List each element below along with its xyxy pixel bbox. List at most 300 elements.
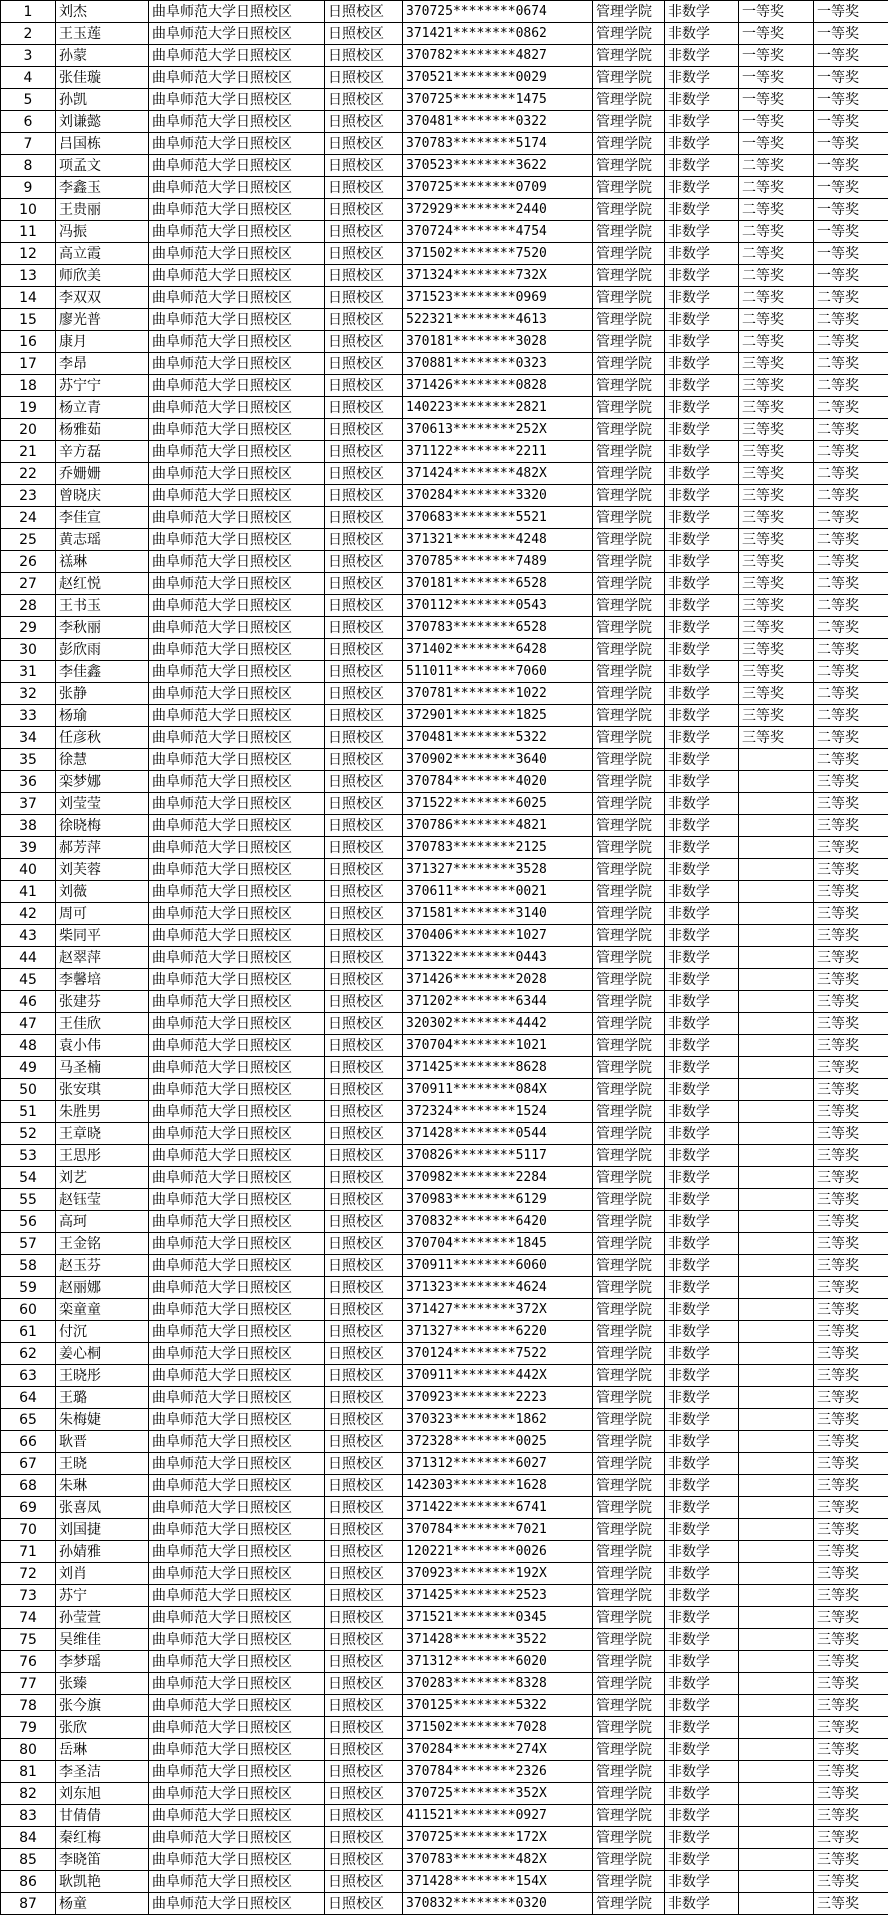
table-row [1, 419, 888, 441]
table-row [1, 1343, 888, 1365]
category-cell: 非数学 [665, 155, 739, 177]
school-name-cell: 曲阜师范大学日照校区 [149, 1, 325, 23]
row-number-cell: 25 [1, 529, 56, 551]
campus-cell: 日照校区 [325, 1783, 403, 1805]
row-number-cell: 1 [1, 1, 56, 23]
row-number-cell: 85 [1, 1849, 56, 1871]
campus-cell: 日照校区 [325, 89, 403, 111]
table-row [1, 661, 888, 683]
college-cell: 管理学院 [593, 903, 665, 925]
category-cell: 非数学 [665, 881, 739, 903]
college-cell: 管理学院 [593, 1871, 665, 1893]
row-number-cell: 35 [1, 749, 56, 771]
table-row [1, 507, 888, 529]
college-cell: 管理学院 [593, 1893, 665, 1915]
award-a-cell: 三等奖 [739, 705, 814, 727]
table-row [1, 793, 888, 815]
student-name-cell: 王晓彤 [56, 1365, 149, 1387]
college-cell: 管理学院 [593, 1035, 665, 1057]
student-name-cell: 张建芬 [56, 991, 149, 1013]
award-b-cell: 三等奖 [814, 903, 888, 925]
category-cell: 非数学 [665, 265, 739, 287]
campus-cell: 日照校区 [325, 925, 403, 947]
school-name-cell: 曲阜师范大学日照校区 [149, 1805, 325, 1827]
award-a-cell [739, 1299, 814, 1321]
college-cell: 管理学院 [593, 1299, 665, 1321]
row-number-cell: 5 [1, 89, 56, 111]
campus-cell: 日照校区 [325, 1057, 403, 1079]
school-name-cell: 曲阜师范大学日照校区 [149, 969, 325, 991]
college-cell: 管理学院 [593, 1717, 665, 1739]
award-a-cell [739, 1717, 814, 1739]
award-b-cell: 一等奖 [814, 89, 888, 111]
school-name-cell: 曲阜师范大学日照校区 [149, 155, 325, 177]
row-number-cell: 42 [1, 903, 56, 925]
student-name-cell: 刘杰 [56, 1, 149, 23]
id-number-cell: 371522********6025 [403, 793, 593, 815]
school-name-cell: 曲阜师范大学日照校区 [149, 111, 325, 133]
row-number-cell: 9 [1, 177, 56, 199]
campus-cell: 日照校区 [325, 881, 403, 903]
student-name-cell: 王贵丽 [56, 199, 149, 221]
college-cell: 管理学院 [593, 1123, 665, 1145]
table-row [1, 1013, 888, 1035]
student-name-cell: 苏宁宁 [56, 375, 149, 397]
student-name-cell: 周可 [56, 903, 149, 925]
table-row [1, 1497, 888, 1519]
id-number-cell: 371323********4624 [403, 1277, 593, 1299]
award-b-cell: 三等奖 [814, 925, 888, 947]
id-number-cell: 370783********2125 [403, 837, 593, 859]
campus-cell: 日照校区 [325, 771, 403, 793]
id-number-cell: 320302********4442 [403, 1013, 593, 1035]
id-number-cell: 370725********172X [403, 1827, 593, 1849]
school-name-cell: 曲阜师范大学日照校区 [149, 1871, 325, 1893]
school-name-cell: 曲阜师范大学日照校区 [149, 1629, 325, 1651]
row-number-cell: 34 [1, 727, 56, 749]
award-b-cell: 三等奖 [814, 1717, 888, 1739]
table-row [1, 287, 888, 309]
school-name-cell: 曲阜师范大学日照校区 [149, 1453, 325, 1475]
id-number-cell: 370832********0320 [403, 1893, 593, 1915]
student-name-cell: 朱胜男 [56, 1101, 149, 1123]
table-row [1, 947, 888, 969]
id-number-cell: 371421********0862 [403, 23, 593, 45]
category-cell: 非数学 [665, 419, 739, 441]
table-row [1, 1607, 888, 1629]
campus-cell: 日照校区 [325, 903, 403, 925]
school-name-cell: 曲阜师范大学日照校区 [149, 683, 325, 705]
row-number-cell: 38 [1, 815, 56, 837]
id-number-cell: 371581********3140 [403, 903, 593, 925]
category-cell: 非数学 [665, 969, 739, 991]
row-number-cell: 57 [1, 1233, 56, 1255]
student-name-cell: 杨立青 [56, 397, 149, 419]
campus-cell: 日照校区 [325, 1233, 403, 1255]
school-name-cell: 曲阜师范大学日照校区 [149, 529, 325, 551]
row-number-cell: 41 [1, 881, 56, 903]
college-cell: 管理学院 [593, 133, 665, 155]
college-cell: 管理学院 [593, 661, 665, 683]
id-number-cell: 370782********4827 [403, 45, 593, 67]
id-number-cell: 370124********7522 [403, 1343, 593, 1365]
id-number-cell: 370784********2326 [403, 1761, 593, 1783]
campus-cell: 日照校区 [325, 375, 403, 397]
category-cell: 非数学 [665, 1497, 739, 1519]
table-row [1, 441, 888, 463]
category-cell: 非数学 [665, 463, 739, 485]
award-a-cell [739, 1585, 814, 1607]
award-b-cell: 三等奖 [814, 771, 888, 793]
category-cell: 非数学 [665, 1893, 739, 1915]
college-cell: 管理学院 [593, 1321, 665, 1343]
campus-cell: 日照校区 [325, 1805, 403, 1827]
campus-cell: 日照校区 [325, 155, 403, 177]
category-cell: 非数学 [665, 1057, 739, 1079]
row-number-cell: 54 [1, 1167, 56, 1189]
id-number-cell: 370284********3320 [403, 485, 593, 507]
school-name-cell: 曲阜师范大学日照校区 [149, 573, 325, 595]
award-a-cell [739, 1343, 814, 1365]
college-cell: 管理学院 [593, 199, 665, 221]
row-number-cell: 30 [1, 639, 56, 661]
award-b-cell: 一等奖 [814, 133, 888, 155]
award-a-cell [739, 859, 814, 881]
category-cell: 非数学 [665, 1761, 739, 1783]
id-number-cell: 142303********1628 [403, 1475, 593, 1497]
award-a-cell: 一等奖 [739, 23, 814, 45]
table-row [1, 177, 888, 199]
category-cell: 非数学 [665, 1629, 739, 1651]
award-b-cell: 三等奖 [814, 1277, 888, 1299]
row-number-cell: 80 [1, 1739, 56, 1761]
table-row [1, 1563, 888, 1585]
table-row [1, 1101, 888, 1123]
award-a-cell: 二等奖 [739, 243, 814, 265]
category-cell: 非数学 [665, 1079, 739, 1101]
table-row [1, 1717, 888, 1739]
student-name-cell: 王思彤 [56, 1145, 149, 1167]
college-cell: 管理学院 [593, 705, 665, 727]
student-name-cell: 刘肖 [56, 1563, 149, 1585]
award-a-cell: 三等奖 [739, 419, 814, 441]
award-a-cell [739, 1233, 814, 1255]
id-number-cell: 370832********6420 [403, 1211, 593, 1233]
student-name-cell: 刘东旭 [56, 1783, 149, 1805]
school-name-cell: 曲阜师范大学日照校区 [149, 551, 325, 573]
student-name-cell: 秦红梅 [56, 1827, 149, 1849]
award-a-cell: 二等奖 [739, 199, 814, 221]
school-name-cell: 曲阜师范大学日照校区 [149, 1365, 325, 1387]
id-number-cell: 370786********4821 [403, 815, 593, 837]
row-number-cell: 33 [1, 705, 56, 727]
id-number-cell: 371312********6020 [403, 1651, 593, 1673]
award-a-cell [739, 881, 814, 903]
award-b-cell: 三等奖 [814, 1255, 888, 1277]
row-number-cell: 6 [1, 111, 56, 133]
category-cell: 非数学 [665, 1849, 739, 1871]
table-row [1, 1651, 888, 1673]
school-name-cell: 曲阜师范大学日照校区 [149, 397, 325, 419]
award-b-cell: 三等奖 [814, 1585, 888, 1607]
college-cell: 管理学院 [593, 507, 665, 529]
category-cell: 非数学 [665, 441, 739, 463]
award-b-cell: 三等奖 [814, 1695, 888, 1717]
award-table-body [1, 1, 888, 1915]
award-a-cell [739, 1541, 814, 1563]
award-a-cell [739, 1365, 814, 1387]
award-b-cell: 三等奖 [814, 1233, 888, 1255]
id-number-cell: 370613********252X [403, 419, 593, 441]
award-b-cell: 三等奖 [814, 815, 888, 837]
id-number-cell: 370911********084X [403, 1079, 593, 1101]
table-row [1, 727, 888, 749]
category-cell: 非数学 [665, 771, 739, 793]
college-cell: 管理学院 [593, 969, 665, 991]
row-number-cell: 59 [1, 1277, 56, 1299]
row-number-cell: 4 [1, 67, 56, 89]
school-name-cell: 曲阜师范大学日照校区 [149, 661, 325, 683]
campus-cell: 日照校区 [325, 485, 403, 507]
student-name-cell: 赵红悦 [56, 573, 149, 595]
id-number-cell: 370481********5322 [403, 727, 593, 749]
id-number-cell: 370982********2284 [403, 1167, 593, 1189]
college-cell: 管理学院 [593, 1431, 665, 1453]
category-cell: 非数学 [665, 1387, 739, 1409]
school-name-cell: 曲阜师范大学日照校区 [149, 375, 325, 397]
row-number-cell: 82 [1, 1783, 56, 1805]
award-a-cell [739, 1189, 814, 1211]
award-b-cell: 一等奖 [814, 23, 888, 45]
college-cell: 管理学院 [593, 67, 665, 89]
id-number-cell: 370783********6528 [403, 617, 593, 639]
table-row [1, 1673, 888, 1695]
school-name-cell: 曲阜师范大学日照校区 [149, 1827, 325, 1849]
school-name-cell: 曲阜师范大学日照校区 [149, 617, 325, 639]
student-name-cell: 李佳鑫 [56, 661, 149, 683]
id-number-cell: 140223********2821 [403, 397, 593, 419]
student-name-cell: 李佳宣 [56, 507, 149, 529]
student-name-cell: 吕国栋 [56, 133, 149, 155]
student-name-cell: 吴维佳 [56, 1629, 149, 1651]
award-b-cell: 三等奖 [814, 1739, 888, 1761]
row-number-cell: 60 [1, 1299, 56, 1321]
campus-cell: 日照校区 [325, 463, 403, 485]
id-number-cell: 370725********352X [403, 1783, 593, 1805]
school-name-cell: 曲阜师范大学日照校区 [149, 463, 325, 485]
school-name-cell: 曲阜师范大学日照校区 [149, 837, 325, 859]
school-name-cell: 曲阜师范大学日照校区 [149, 727, 325, 749]
row-number-cell: 51 [1, 1101, 56, 1123]
category-cell: 非数学 [665, 1167, 739, 1189]
student-name-cell: 王书玉 [56, 595, 149, 617]
award-a-cell [739, 1013, 814, 1035]
id-number-cell: 370523********3622 [403, 155, 593, 177]
award-b-cell: 二等奖 [814, 507, 888, 529]
student-name-cell: 姜心桐 [56, 1343, 149, 1365]
student-name-cell: 张静 [56, 683, 149, 705]
award-b-cell: 二等奖 [814, 683, 888, 705]
school-name-cell: 曲阜师范大学日照校区 [149, 1673, 325, 1695]
award-a-cell: 二等奖 [739, 287, 814, 309]
school-name-cell: 曲阜师范大学日照校区 [149, 1101, 325, 1123]
student-name-cell: 康月 [56, 331, 149, 353]
college-cell: 管理学院 [593, 793, 665, 815]
award-a-cell [739, 1387, 814, 1409]
category-cell: 非数学 [665, 221, 739, 243]
student-name-cell: 李晓笛 [56, 1849, 149, 1871]
row-number-cell: 74 [1, 1607, 56, 1629]
category-cell: 非数学 [665, 287, 739, 309]
college-cell: 管理学院 [593, 155, 665, 177]
school-name-cell: 曲阜师范大学日照校区 [149, 441, 325, 463]
award-a-cell [739, 991, 814, 1013]
campus-cell: 日照校区 [325, 1629, 403, 1651]
row-number-cell: 7 [1, 133, 56, 155]
award-b-cell: 三等奖 [814, 991, 888, 1013]
table-row [1, 1805, 888, 1827]
award-b-cell: 三等奖 [814, 1123, 888, 1145]
award-a-cell: 三等奖 [739, 463, 814, 485]
school-name-cell: 曲阜师范大学日照校区 [149, 1849, 325, 1871]
campus-cell: 日照校区 [325, 595, 403, 617]
award-b-cell: 三等奖 [814, 859, 888, 881]
campus-cell: 日照校区 [325, 67, 403, 89]
table-row [1, 1255, 888, 1277]
award-a-cell [739, 1519, 814, 1541]
category-cell: 非数学 [665, 133, 739, 155]
award-b-cell: 二等奖 [814, 595, 888, 617]
campus-cell: 日照校区 [325, 1123, 403, 1145]
campus-cell: 日照校区 [325, 45, 403, 67]
table-row [1, 89, 888, 111]
category-cell: 非数学 [665, 1365, 739, 1387]
award-a-cell: 三等奖 [739, 507, 814, 529]
category-cell: 非数学 [665, 353, 739, 375]
row-number-cell: 63 [1, 1365, 56, 1387]
id-number-cell: 370406********1027 [403, 925, 593, 947]
school-name-cell: 曲阜师范大学日照校区 [149, 793, 325, 815]
student-name-cell: 岳琳 [56, 1739, 149, 1761]
student-name-cell: 李馨培 [56, 969, 149, 991]
row-number-cell: 55 [1, 1189, 56, 1211]
award-a-cell [739, 947, 814, 969]
award-b-cell: 二等奖 [814, 727, 888, 749]
college-cell: 管理学院 [593, 309, 665, 331]
row-number-cell: 84 [1, 1827, 56, 1849]
award-b-cell: 三等奖 [814, 1563, 888, 1585]
student-name-cell: 孙蒙 [56, 45, 149, 67]
table-row [1, 1189, 888, 1211]
award-b-cell: 三等奖 [814, 1167, 888, 1189]
student-name-cell: 刘莹莹 [56, 793, 149, 815]
award-a-cell [739, 1453, 814, 1475]
college-cell: 管理学院 [593, 1629, 665, 1651]
campus-cell: 日照校区 [325, 1409, 403, 1431]
award-b-cell: 一等奖 [814, 199, 888, 221]
award-b-cell: 二等奖 [814, 353, 888, 375]
award-a-cell [739, 749, 814, 771]
student-name-cell: 王佳欣 [56, 1013, 149, 1035]
id-number-cell: 370783********482X [403, 1849, 593, 1871]
row-number-cell: 36 [1, 771, 56, 793]
student-name-cell: 刘谦懿 [56, 111, 149, 133]
student-name-cell: 师欣美 [56, 265, 149, 287]
row-number-cell: 81 [1, 1761, 56, 1783]
category-cell: 非数学 [665, 661, 739, 683]
id-number-cell: 370683********5521 [403, 507, 593, 529]
row-number-cell: 45 [1, 969, 56, 991]
school-name-cell: 曲阜师范大学日照校区 [149, 1585, 325, 1607]
category-cell: 非数学 [665, 1453, 739, 1475]
row-number-cell: 23 [1, 485, 56, 507]
award-a-cell [739, 1827, 814, 1849]
table-row [1, 199, 888, 221]
row-number-cell: 66 [1, 1431, 56, 1453]
award-a-cell: 二等奖 [739, 265, 814, 287]
row-number-cell: 62 [1, 1343, 56, 1365]
category-cell: 非数学 [665, 991, 739, 1013]
category-cell: 非数学 [665, 45, 739, 67]
student-name-cell: 王章晓 [56, 1123, 149, 1145]
award-b-cell: 三等奖 [814, 1673, 888, 1695]
campus-cell: 日照校区 [325, 573, 403, 595]
student-name-cell: 王玉莲 [56, 23, 149, 45]
id-number-cell: 371427********372X [403, 1299, 593, 1321]
college-cell: 管理学院 [593, 441, 665, 463]
campus-cell: 日照校区 [325, 705, 403, 727]
id-number-cell: 372901********1825 [403, 705, 593, 727]
student-name-cell: 刘国捷 [56, 1519, 149, 1541]
school-name-cell: 曲阜师范大学日照校区 [149, 221, 325, 243]
id-number-cell: 371523********0969 [403, 287, 593, 309]
table-row [1, 331, 888, 353]
school-name-cell: 曲阜师范大学日照校区 [149, 705, 325, 727]
award-a-cell [739, 1607, 814, 1629]
school-name-cell: 曲阜师范大学日照校区 [149, 815, 325, 837]
award-b-cell: 二等奖 [814, 529, 888, 551]
college-cell: 管理学院 [593, 1167, 665, 1189]
student-name-cell: 李圣洁 [56, 1761, 149, 1783]
award-a-cell [739, 1431, 814, 1453]
award-b-cell: 三等奖 [814, 1761, 888, 1783]
school-name-cell: 曲阜师范大学日照校区 [149, 1233, 325, 1255]
award-a-cell [739, 1497, 814, 1519]
student-name-cell: 徐晓梅 [56, 815, 149, 837]
id-number-cell: 370112********0543 [403, 595, 593, 617]
award-b-cell: 三等奖 [814, 1365, 888, 1387]
school-name-cell: 曲阜师范大学日照校区 [149, 881, 325, 903]
award-a-cell [739, 1849, 814, 1871]
campus-cell: 日照校区 [325, 1365, 403, 1387]
award-b-cell: 三等奖 [814, 1431, 888, 1453]
student-name-cell: 赵玉芬 [56, 1255, 149, 1277]
school-name-cell: 曲阜师范大学日照校区 [149, 1431, 325, 1453]
school-name-cell: 曲阜师范大学日照校区 [149, 309, 325, 331]
award-b-cell: 一等奖 [814, 1, 888, 23]
campus-cell: 日照校区 [325, 1035, 403, 1057]
award-a-cell: 一等奖 [739, 1, 814, 23]
table-row [1, 1871, 888, 1893]
row-number-cell: 13 [1, 265, 56, 287]
id-number-cell: 372324********1524 [403, 1101, 593, 1123]
category-cell: 非数学 [665, 837, 739, 859]
school-name-cell: 曲阜师范大学日照校区 [149, 1013, 325, 1035]
student-name-cell: 柴同平 [56, 925, 149, 947]
category-cell: 非数学 [665, 529, 739, 551]
student-name-cell: 廖光普 [56, 309, 149, 331]
category-cell: 非数学 [665, 727, 739, 749]
